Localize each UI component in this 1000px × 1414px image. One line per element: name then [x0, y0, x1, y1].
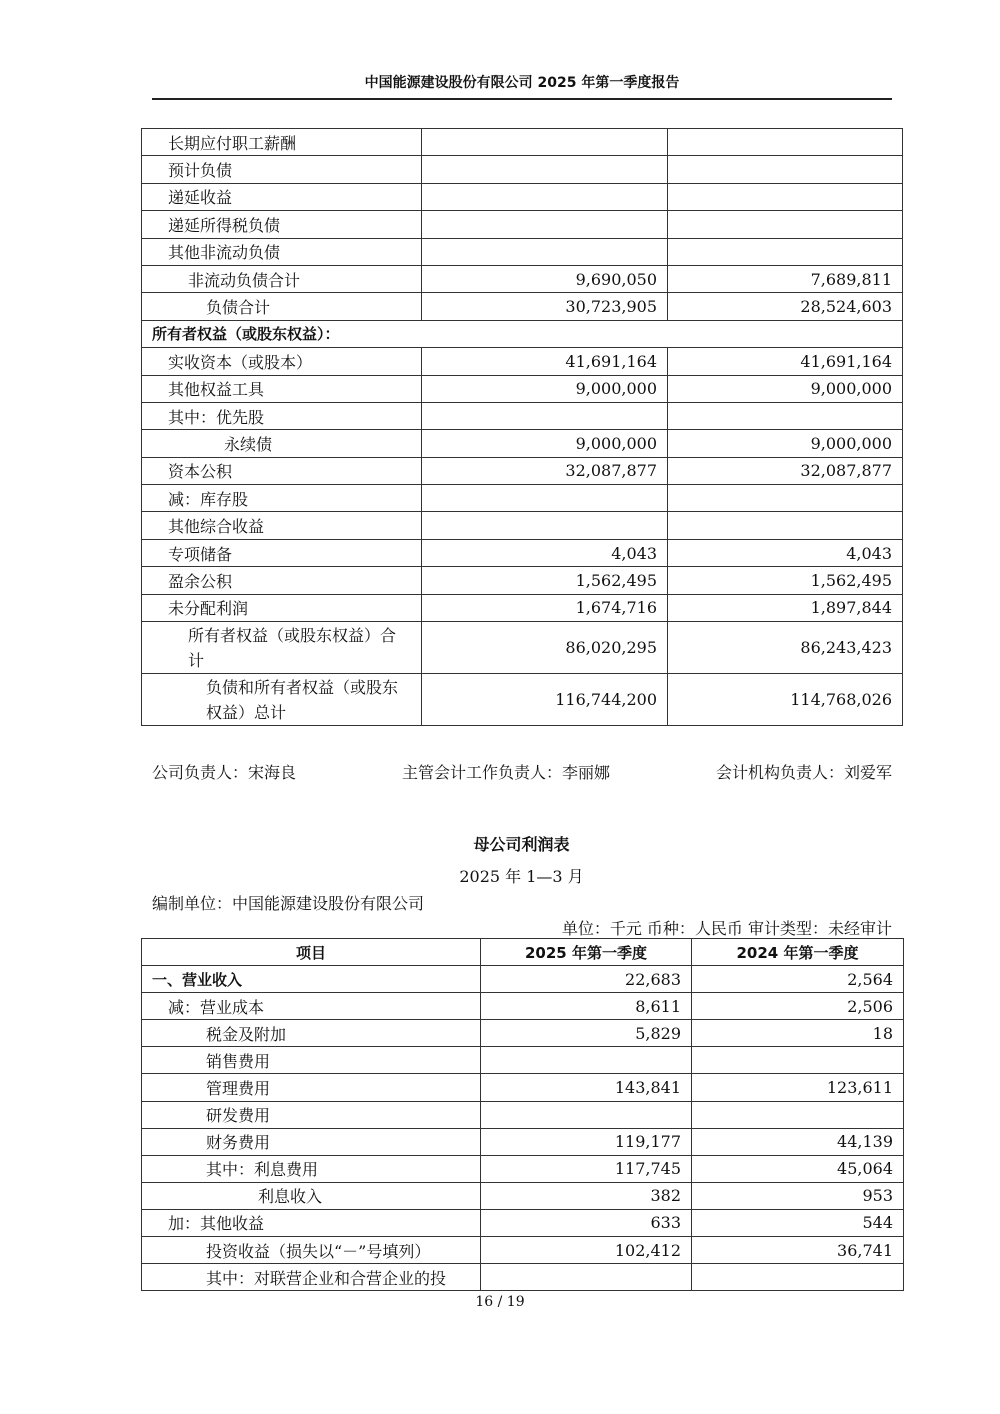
- value-v2025: 143,841: [481, 1074, 692, 1101]
- accounting-head: 主管会计工作负责人：李丽娜: [401, 763, 610, 782]
- table-row: [142, 512, 903, 539]
- row-label: 其中：优先股: [142, 402, 422, 429]
- table-row: [142, 674, 903, 726]
- row-label: 减：库存股: [142, 485, 422, 512]
- table-row: [142, 156, 903, 183]
- value-v2025: [422, 211, 668, 238]
- agency-head: 会计机构负责人：刘爱军: [715, 763, 892, 782]
- value-v2025: 8,611: [481, 993, 692, 1020]
- value-v2025: 9,690,050: [422, 265, 668, 292]
- signatures: [152, 760, 892, 783]
- value-v2024: [668, 183, 903, 210]
- value-v2024: [668, 211, 903, 238]
- value-v2024: 1,897,844: [668, 594, 903, 621]
- row-label: 销售费用: [142, 1047, 481, 1074]
- table-row: [142, 129, 903, 156]
- table-row: [142, 1155, 904, 1182]
- value-v2025: 4,043: [422, 539, 668, 566]
- value-v2024: 7,689,811: [668, 265, 903, 292]
- table-row: [142, 238, 903, 265]
- table-row: [142, 1020, 904, 1047]
- row-label: 投资收益（损失以“－”号填列）: [142, 1237, 481, 1264]
- value-v2024: [668, 512, 903, 539]
- value-v2025: 382: [481, 1182, 692, 1209]
- value-v2024: 114,768,026: [668, 674, 903, 726]
- value-v2024: 32,087,877: [668, 457, 903, 484]
- row-label: 预计负债: [142, 156, 422, 183]
- table-row: [142, 1101, 904, 1128]
- row-label: 税金及附加: [142, 1020, 481, 1047]
- table-row: [142, 1264, 904, 1291]
- table-row: [142, 966, 904, 993]
- value-v2024: [668, 402, 903, 429]
- table-row: [142, 1047, 904, 1074]
- table-row: [142, 1128, 904, 1155]
- row-label: 专项储备: [142, 539, 422, 566]
- value-v2025: 1,562,495: [422, 567, 668, 594]
- value-v2025: 116,744,200: [422, 674, 668, 726]
- row-label: 管理费用: [142, 1074, 481, 1101]
- table-row: [142, 265, 903, 292]
- value-v2024: 2,506: [692, 993, 904, 1020]
- table-row: [142, 622, 903, 674]
- row-label: 其他综合收益: [142, 512, 422, 539]
- value-v2024: 86,243,423: [668, 622, 903, 674]
- row-label: 资本公积: [142, 457, 422, 484]
- row-label: 递延所得税负债: [142, 211, 422, 238]
- value-v2024: 18: [692, 1020, 904, 1047]
- value-v2025: [422, 183, 668, 210]
- value-v2024: 953: [692, 1182, 904, 1209]
- value-v2025: 9,000,000: [422, 430, 668, 457]
- row-label: 减：营业成本: [142, 993, 481, 1020]
- value-v2024: 45,064: [692, 1155, 904, 1182]
- value-v2025: [422, 512, 668, 539]
- row-label: 加：其他收益: [142, 1209, 481, 1236]
- row-label: 其中：对联营企业和合营企业的投: [142, 1264, 481, 1291]
- row-label: 永续债: [142, 430, 422, 457]
- row-label: 负债和所有者权益（或股东权益）总计: [142, 674, 422, 726]
- table-row: [142, 539, 903, 566]
- value-v2024: [668, 129, 903, 156]
- value-v2025: [481, 1047, 692, 1074]
- income-statement-title: 母公司利润表: [473, 835, 570, 854]
- row-label: 一、营业收入: [142, 966, 481, 993]
- value-v2024: 36,741: [692, 1237, 904, 1264]
- value-v2025: 102,412: [481, 1237, 692, 1264]
- table-row: [142, 567, 903, 594]
- value-v2025: 117,745: [481, 1155, 692, 1182]
- value-v2024: [692, 1047, 904, 1074]
- table-row: [142, 485, 903, 512]
- value-v2024: 41,691,164: [668, 348, 903, 375]
- table-row: [142, 375, 903, 402]
- row-label: 其中：利息费用: [142, 1155, 481, 1182]
- value-v2024: [692, 1101, 904, 1128]
- value-v2024: [692, 1264, 904, 1291]
- value-v2025: 5,829: [481, 1020, 692, 1047]
- value-v2024: 2,564: [692, 966, 904, 993]
- value-v2025: 633: [481, 1209, 692, 1236]
- row-label: 研发费用: [142, 1101, 481, 1128]
- row-label: 递延收益: [142, 183, 422, 210]
- value-v2024: 4,043: [668, 539, 903, 566]
- col-header-2025: 2025 年第一季度: [481, 939, 692, 966]
- table-row: [142, 1209, 904, 1236]
- value-v2024: [668, 485, 903, 512]
- value-v2024: 1,562,495: [668, 567, 903, 594]
- value-v2025: 41,691,164: [422, 348, 668, 375]
- value-v2025: 30,723,905: [422, 293, 668, 320]
- value-v2025: 32,087,877: [422, 457, 668, 484]
- value-v2024: 123,611: [692, 1074, 904, 1101]
- table-row: [142, 594, 903, 621]
- col-header-item: 项目: [142, 939, 481, 966]
- value-v2024: 9,000,000: [668, 430, 903, 457]
- row-label: 实收资本（或股本）: [142, 348, 422, 375]
- value-v2024: 44,139: [692, 1128, 904, 1155]
- table-row: [142, 430, 903, 457]
- table-row: [142, 457, 903, 484]
- value-v2025: [422, 485, 668, 512]
- table-row: [142, 1237, 904, 1264]
- table-row: [142, 1074, 904, 1101]
- prepared-by: 编制单位：中国能源建设股份有限公司: [152, 894, 425, 913]
- row-label: 负债合计: [142, 293, 422, 320]
- row-label: 未分配利润: [142, 594, 422, 621]
- value-v2025: 1,674,716: [422, 594, 668, 621]
- row-label: 盈余公积: [142, 567, 422, 594]
- value-v2024: [668, 156, 903, 183]
- value-v2025: [422, 402, 668, 429]
- report-header: 中国能源建设股份有限公司 2025 年第一季度报告: [152, 72, 892, 100]
- row-label: 所有者权益（或股东权益）：: [142, 320, 903, 347]
- value-v2025: [481, 1264, 692, 1291]
- company-head: 公司负责人：宋海良: [152, 763, 297, 782]
- value-v2025: [422, 129, 668, 156]
- value-v2024: 9,000,000: [668, 375, 903, 402]
- row-label: 其他权益工具: [142, 375, 422, 402]
- table-row: [142, 293, 903, 320]
- value-v2025: [422, 238, 668, 265]
- row-label: 其他非流动负债: [142, 238, 422, 265]
- income-statement-table: [141, 938, 904, 1291]
- value-v2025: [422, 156, 668, 183]
- value-v2025: 22,683: [481, 966, 692, 993]
- row-label: 非流动负债合计: [142, 265, 422, 292]
- row-label: 利息收入: [142, 1182, 481, 1209]
- balance-sheet-table: [141, 128, 903, 726]
- table-row: [142, 1182, 904, 1209]
- row-label: 长期应付职工薪酬: [142, 129, 422, 156]
- value-v2024: 544: [692, 1209, 904, 1236]
- value-v2024: 28,524,603: [668, 293, 903, 320]
- table-row: [142, 183, 903, 210]
- table-header-row: [142, 939, 904, 966]
- value-v2025: [481, 1101, 692, 1128]
- table-row: [142, 348, 903, 375]
- row-label: 财务费用: [142, 1128, 481, 1155]
- value-v2025: 86,020,295: [422, 622, 668, 674]
- value-v2024: [668, 238, 903, 265]
- unit-line: 单位：千元 币种：人民币 审计类型：未经审计: [561, 919, 892, 938]
- col-header-2024: 2024 年第一季度: [692, 939, 904, 966]
- table-row: [142, 211, 903, 238]
- table-row: [142, 402, 903, 429]
- row-label: 所有者权益（或股东权益）合计: [142, 622, 422, 674]
- value-v2025: 119,177: [481, 1128, 692, 1155]
- table-row: [142, 993, 904, 1020]
- value-v2025: 9,000,000: [422, 375, 668, 402]
- table-row: [142, 320, 903, 347]
- page-number: 16 / 19: [475, 1294, 525, 1310]
- period: 2025 年 1—3 月: [459, 867, 584, 886]
